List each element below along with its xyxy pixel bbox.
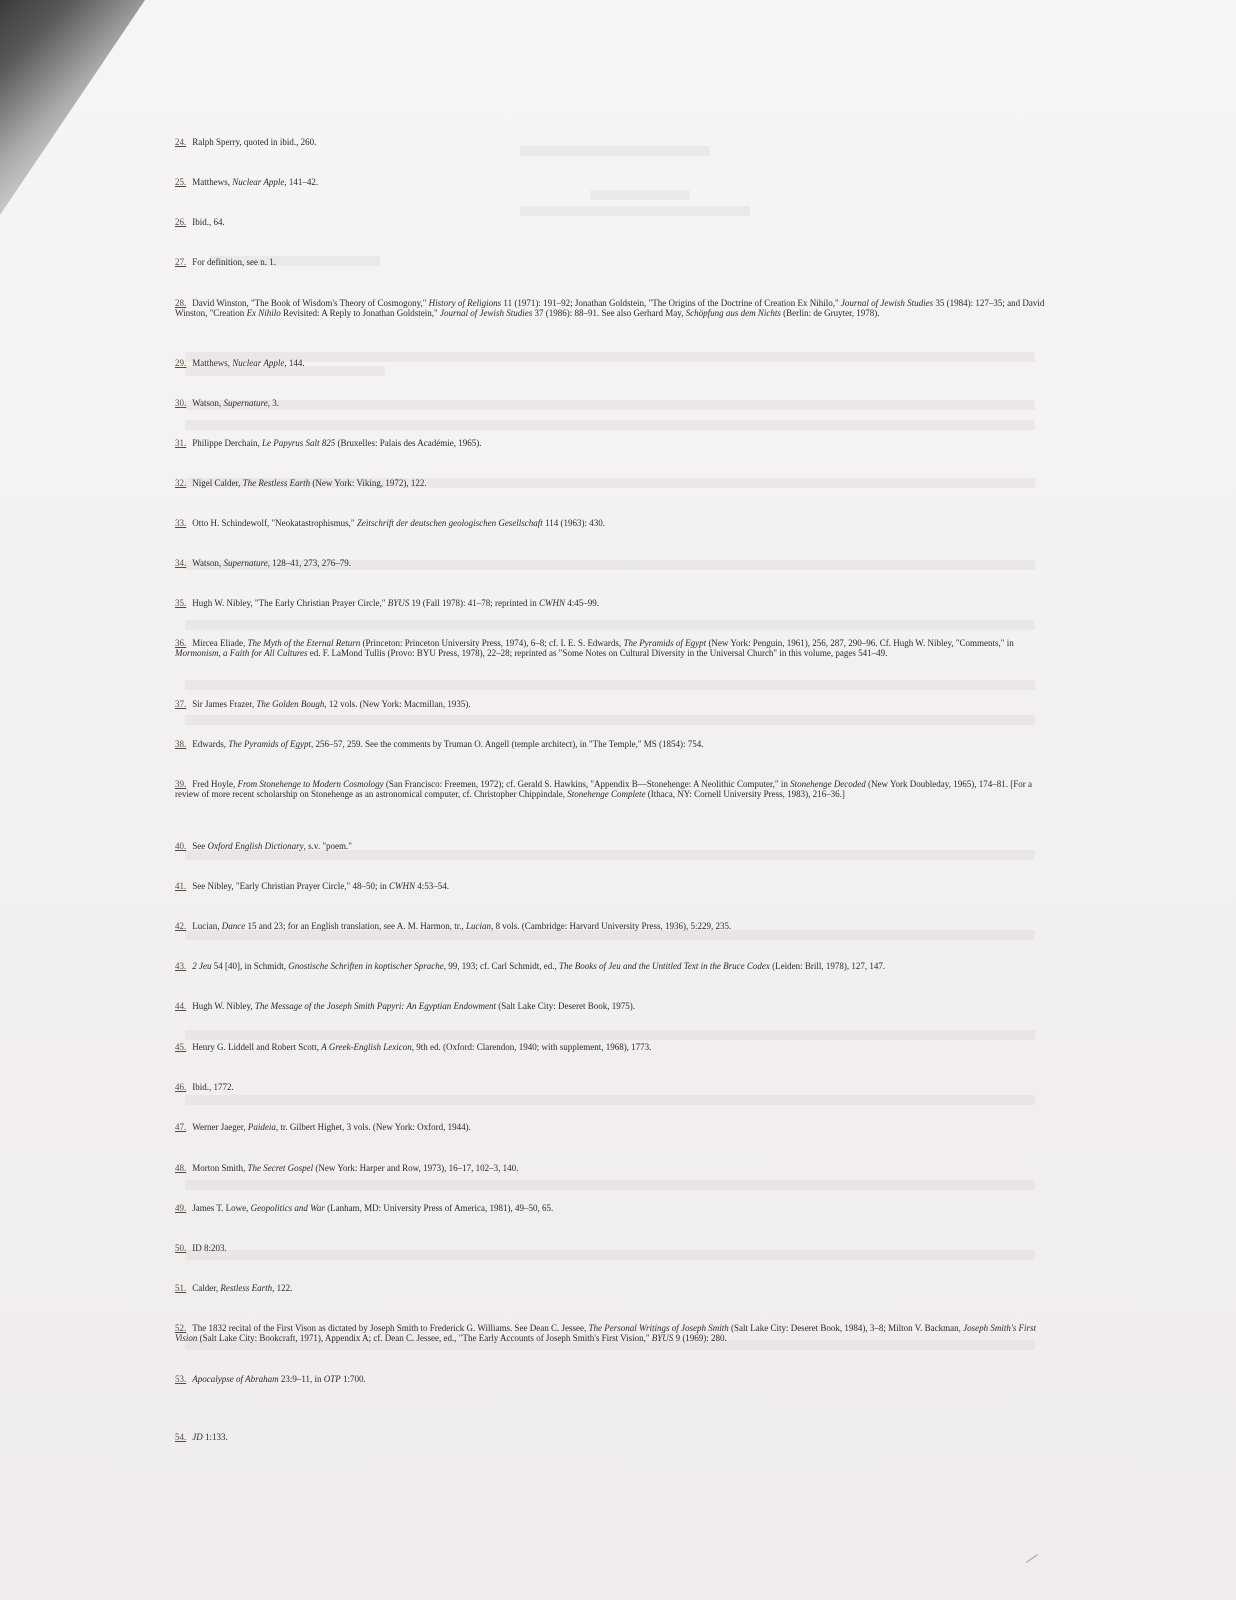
endnote-text: Matthews, Nuclear Apple, 141–42.	[192, 177, 319, 187]
endnote	[175, 921, 1045, 931]
endnote	[175, 1001, 1045, 1011]
endnote-number[interactable]: 27.	[175, 257, 187, 267]
endnote	[175, 779, 1045, 799]
endnote-number[interactable]: 51.	[175, 1283, 187, 1293]
endnote-text: Watson, Supernature, 128–41, 273, 276–79.	[192, 558, 351, 568]
endnote-text: Watson, Supernature, 3.	[192, 398, 279, 408]
endnote	[175, 881, 1045, 891]
endnote-text: Apocalypse of Abraham 23:9–11, in OTP 1:700.	[192, 1374, 366, 1384]
endnote-number[interactable]: 41.	[175, 881, 187, 891]
endnote	[175, 518, 1045, 528]
endnote-number[interactable]: 50.	[175, 1243, 187, 1253]
endnote-text: Calder, Restless Earth, 122.	[192, 1283, 293, 1293]
endnote	[175, 1283, 1045, 1293]
endnote-number[interactable]: 34.	[175, 558, 187, 568]
endnote-text: Lucian, Dance 15 and 23; for an English translation, see A. M. Harmon, tr., Lucian, 8 vols. (Cambridge: Harvard University Press, 1936), 5:229, 235.	[192, 921, 732, 931]
endnote-text: For definition, see n. 1.	[192, 257, 276, 267]
endnote-text: ID 8:203.	[192, 1243, 227, 1253]
endnote	[175, 1432, 1045, 1442]
endnote-number[interactable]: 52.	[175, 1323, 187, 1333]
endnote	[175, 257, 1045, 267]
endnote-number[interactable]: 53.	[175, 1374, 187, 1384]
endnote-number[interactable]: 39.	[175, 779, 187, 789]
endnote-text: Ibid., 64.	[192, 217, 225, 227]
endnote-number[interactable]: 43.	[175, 961, 187, 971]
endnote	[175, 1122, 1045, 1132]
endnote-number[interactable]: 54.	[175, 1432, 187, 1442]
endnote-text: Otto H. Schindewolf, "Neokatastrophismus," Zeitschrift der deutschen geologischen Gesellschaft 114 (1963): 430.	[192, 518, 605, 528]
endnote	[175, 478, 1045, 488]
endnote-number[interactable]: 49.	[175, 1203, 187, 1213]
endnote-number[interactable]: 24.	[175, 137, 187, 147]
endnote-text: Fred Hoyle, From Stonehenge to Modern Cosmology (San Francisco: Freemen, 1972); cf. Gerald S. Hawkins, "Appendix B—Stonehenge: A Neolithic Computer," in Stonehenge Decoded (New York Doubleday, 1965), 174–81. [For a review of more recent scholarship on Stonehenge as an astronomical computer, cf. Christopher Chippindale, Stonehenge Complete (Ithaca, NY: Cornell University Press, 1983), 216–36.]	[175, 779, 1032, 799]
endnote-text: Sir James Frazer, The Golden Bough, 12 vols. (New York: Macmillan, 1935).	[192, 699, 471, 709]
endnote-text: David Winston, "The Book of Wisdom's Theory of Cosmogony," History of Religions 11 (1971): 191–92; Jonathan Goldstein, "The Origins of the Doctrine of Creation Ex Nihilo," Journal of Jewish Studies 35 (1984): 127–35; and David Winston, "Creation Ex Nihilo Revisited: A Reply to Jonathan Goldstein," Journal of Jewish Studies 37 (1986): 88–91. See also Gerhard May, Schöpfung aus dem Nichts (Berlin: de Gruyter, 1978).	[175, 298, 1045, 318]
endnote-text: JD 1:133.	[192, 1432, 228, 1442]
endnote-number[interactable]: 26.	[175, 217, 187, 227]
endnote-text: See Oxford English Dictionary, s.v. "poem."	[192, 841, 352, 851]
endnote	[175, 398, 1045, 408]
endnote-number[interactable]: 40.	[175, 841, 187, 851]
endnote-number[interactable]: 45.	[175, 1042, 187, 1052]
endnote-text: Hugh W. Nibley, "The Early Christian Prayer Circle," BYUS 19 (Fall 1978): 41–78; reprinted in CWHN 4:45–99.	[192, 598, 600, 608]
endnote-number[interactable]: 31.	[175, 438, 187, 448]
endnote-number[interactable]: 47.	[175, 1122, 187, 1132]
endnote	[175, 558, 1045, 568]
endnote	[175, 358, 1045, 368]
endnote	[175, 841, 1045, 851]
endnote	[175, 1082, 1045, 1092]
endnote	[175, 699, 1045, 709]
endnote-number[interactable]: 32.	[175, 478, 187, 488]
endnote-text: James T. Lowe, Geopolitics and War (Lanham, MD: University Press of America, 1981), 49–50, 65.	[192, 1203, 554, 1213]
endnote-text: Philippe Derchain, Le Papyrus Salt 825 (Bruxelles: Palais des Académie, 1965).	[192, 438, 482, 448]
endnote-text: Ralph Sperry, quoted in ibid., 260.	[192, 137, 317, 147]
endnote	[175, 137, 1045, 147]
endnote-text: Werner Jaeger, Paideia, tr. Gilbert Highet, 3 vols. (New York: Oxford, 1944).	[192, 1122, 471, 1132]
endnote-number[interactable]: 36.	[175, 638, 187, 648]
endnote	[175, 638, 1045, 658]
endnote-number[interactable]: 46.	[175, 1082, 187, 1092]
endnote	[175, 598, 1045, 608]
endnote-number[interactable]: 35.	[175, 598, 187, 608]
endnote-text: The 1832 recital of the First Vison as dictated by Joseph Smith to Frederick G. Williams. See Dean C. Jessee, The Personal Writings of Joseph Smith (Salt Lake City: Deseret Book, 1984), 3–8; Milton V. Backman, Joseph Smith's First Vision (Salt Lake City: Bookcraft, 1971), Appendix A; cf. Dean C. Jessee, ed., "The Early Accounts of Joseph Smith's First Vision," BYUS 9 (1969): 280.	[175, 1323, 1037, 1343]
endnote-number[interactable]: 29.	[175, 358, 187, 368]
endnote-number[interactable]: 44.	[175, 1001, 187, 1011]
endnote-number[interactable]: 42.	[175, 921, 187, 931]
endnote	[175, 217, 1045, 227]
endnote	[175, 739, 1045, 749]
endnote	[175, 1203, 1045, 1213]
endnote-text: Morton Smith, The Secret Gospel (New York: Harper and Row, 1973), 16–17, 102–3, 140.	[192, 1163, 519, 1173]
endnote-text: 2 Jeu 54 [40], in Schmidt, Gnostische Schriften in koptischer Sprache, 99, 193; cf. Carl Schmidt, ed., The Books of Jeu and the Untitled Text in the Bruce Codex (Leiden: Brill, 1978), 127, 147.	[192, 961, 886, 971]
endnote-number[interactable]: 48.	[175, 1163, 187, 1173]
endnote	[175, 961, 1045, 971]
endnote-text: Ibid., 1772.	[192, 1082, 234, 1092]
endnote-number[interactable]: 38.	[175, 739, 187, 749]
pen-mark	[1020, 1546, 1038, 1563]
endnote-number[interactable]: 25.	[175, 177, 187, 187]
endnote	[175, 298, 1045, 318]
endnote-text: Matthews, Nuclear Apple, 144.	[192, 358, 305, 368]
endnote-number[interactable]: 33.	[175, 518, 187, 528]
endnote-text: Hugh W. Nibley, The Message of the Joseph Smith Papyri: An Egyptian Endowment (Salt Lake City: Deseret Book, 1975).	[192, 1001, 635, 1011]
endnote	[175, 1243, 1045, 1253]
endnote	[175, 438, 1045, 448]
endnote-number[interactable]: 28.	[175, 298, 187, 308]
endnote-text: Nigel Calder, The Restless Earth (New York: Viking, 1972), 122.	[192, 478, 427, 488]
endnote	[175, 1323, 1045, 1343]
endnote-text: Edwards, The Pyramids of Egypt, 256–57, 259. See the comments by Truman O. Angell (temple architect), in "The Temple," MS (1854): 754.	[192, 739, 704, 749]
endnote-text: Henry G. Liddell and Robert Scott, A Greek-English Lexicon, 9th ed. (Oxford: Clarendon, 1940; with supplement, 1968), 1773.	[192, 1042, 652, 1052]
endnote	[175, 1374, 1045, 1384]
endnote-text: Mircea Eliade, The Myth of the Eternal Return (Princeton: Princeton University Press, 1974), 6–8; cf. I. E. S. Edwards, The Pyramids of Egypt (New York: Penguin, 1961), 256, 287, 290–96. Cf. Hugh W. Nibley, "Comments," in Mormonism, a Faith for All Cultures ed. F. LaMond Tullis (Provo: BYU Press, 1978), 22–28; reprinted as "Some Notes on Cultural Diversity in the Universal Church" in this volume, pages 541–49.	[175, 638, 1014, 658]
endnote-text: See Nibley, "Early Christian Prayer Circle," 48–50; in CWHN 4:53–54.	[192, 881, 450, 891]
endnote-number[interactable]: 30.	[175, 398, 187, 408]
endnote	[175, 177, 1045, 187]
endnote	[175, 1042, 1045, 1052]
folded-corner	[0, 0, 145, 215]
endnote	[175, 1163, 1045, 1173]
endnote-number[interactable]: 37.	[175, 699, 187, 709]
